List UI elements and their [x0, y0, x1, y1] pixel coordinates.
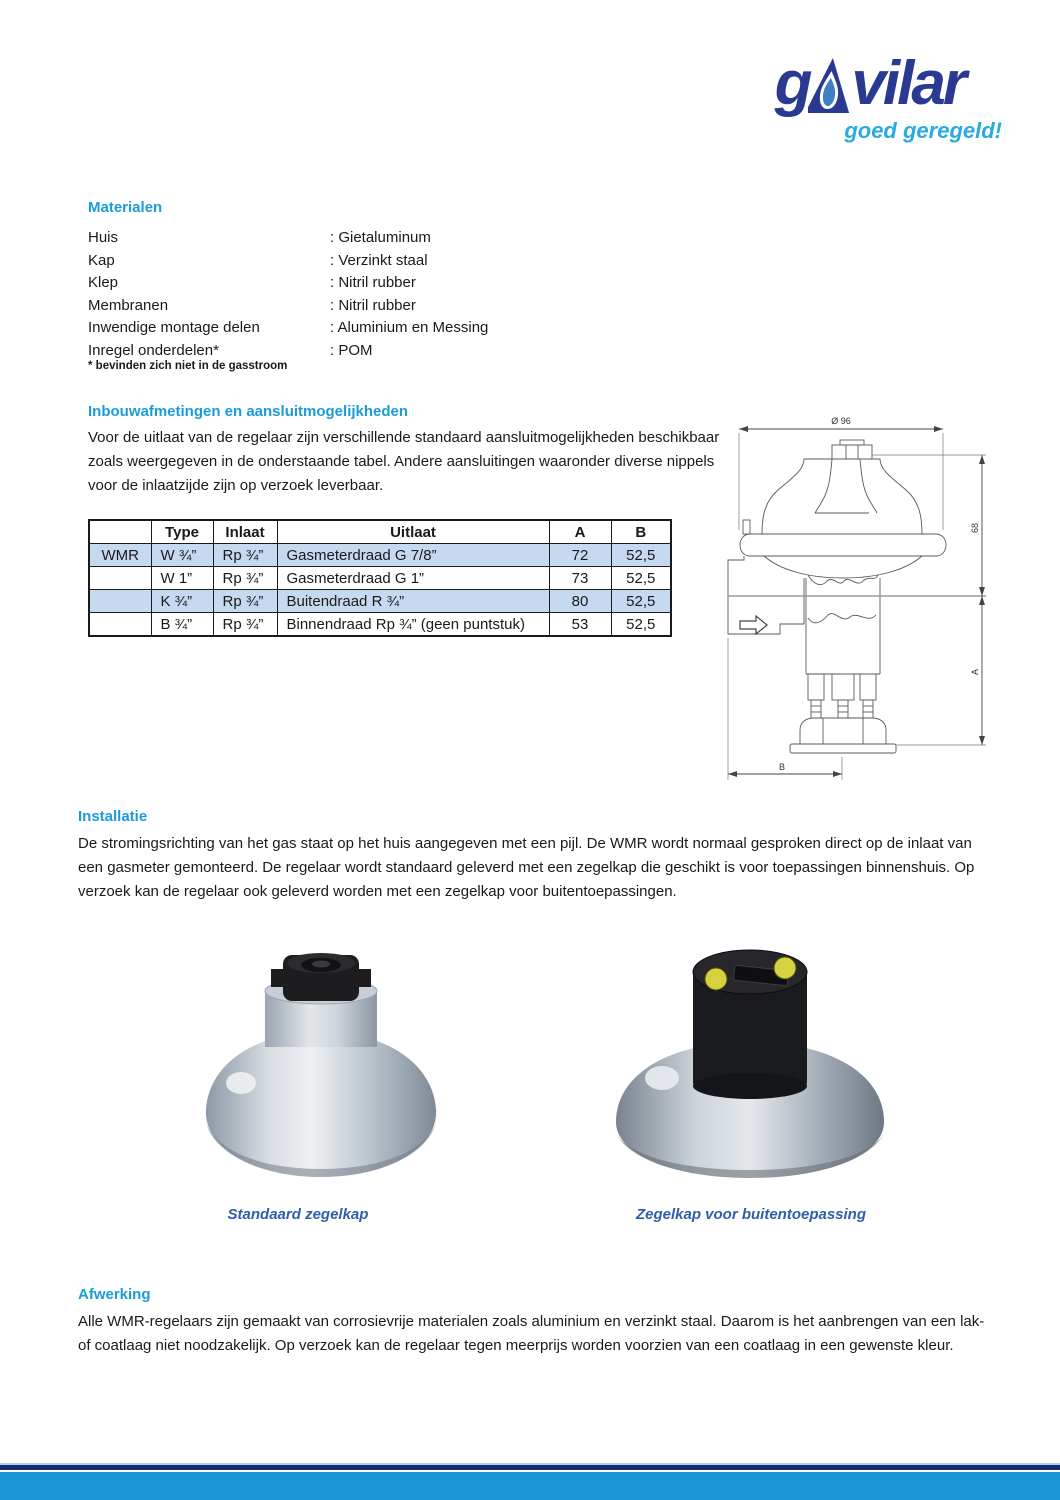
- table-cell: 72: [549, 544, 611, 567]
- materials-row: [88, 295, 488, 318]
- table-header-cell: Type: [151, 520, 213, 544]
- dim-diameter-label: Ø 96: [831, 416, 851, 426]
- dim-68-label: 68: [970, 522, 980, 534]
- table-cell: [89, 590, 151, 613]
- dimensions-heading: Inbouwafmetingen en aansluitmogelijkheden: [88, 403, 409, 420]
- table-header-cell: [89, 520, 151, 544]
- table-cell: W 1”: [151, 567, 213, 590]
- materials-row: [88, 317, 488, 340]
- table-cell: [89, 613, 151, 637]
- table-cell: K ¾”: [151, 590, 213, 613]
- table-header-row: [89, 520, 671, 544]
- material-label: Klep: [88, 274, 119, 292]
- materials-footnote: * bevinden zich niet in de gasstroom: [88, 360, 288, 372]
- table-cell: Rp ¾”: [213, 567, 277, 590]
- materials-row: [88, 250, 488, 273]
- product-photo-standard-zegelkap: [185, 933, 457, 1188]
- dimensions-paragraph: Voor de uitlaat van de regelaar zijn verschillende standaard aansluitmogelijkheden beschikbaar zoals weergegeven in de onderstaande tabel. Andere aansluitingen waaronder diverse nippels voor de inlaatzijde zijn op verzoek leverbaar.: [88, 429, 720, 494]
- figure-caption-standard: Standaard zegelkap: [227, 1206, 369, 1223]
- table-header-cell: A: [549, 520, 611, 544]
- material-value: : POM: [330, 341, 373, 359]
- table-cell: W ¾”: [151, 544, 213, 567]
- table-row: [89, 613, 671, 637]
- installation-paragraph: De stromingsrichting van het gas staat op het huis aangegeven met een pijl. De WMR wordt normaal gesproken direct op de inlaat van een gasmeter gemonteerd. De regelaar wordt standaard geleverd met een zegelkap die geschikt is voor toepassingen binnenshuis. Op verzoek kan de regelaar ook geleverd worden met een zegelkap voor buitentoepassingen.: [78, 835, 975, 900]
- footer-blue-bar: [0, 1472, 1060, 1500]
- table-cell: B ¾”: [151, 613, 213, 637]
- table-header-cell: Inlaat: [213, 520, 277, 544]
- connection-table: [88, 519, 672, 637]
- table-cell: Buitendraad R ¾”: [277, 590, 549, 613]
- material-label: Membranen: [88, 296, 169, 314]
- table-cell: 52,5: [611, 590, 671, 613]
- product-photo-buiten-zegelkap: [598, 926, 900, 1188]
- material-value: : Nitril rubber: [330, 296, 416, 314]
- material-label: Inwendige montage delen: [88, 319, 260, 337]
- material-label: Kap: [88, 251, 115, 269]
- table-cell: 52,5: [611, 567, 671, 590]
- table-cell: Gasmeterdraad G 7/8”: [277, 544, 549, 567]
- figure-caption-buiten: Zegelkap voor buitentoepassing: [635, 1206, 867, 1223]
- materials-heading: Materialen: [88, 199, 163, 216]
- logo-brand-suffix: vilar: [851, 49, 964, 118]
- materials-row: [88, 227, 488, 250]
- table-header-cell: Uitlaat: [277, 520, 549, 544]
- table-cell: Rp ¾”: [213, 590, 277, 613]
- table-cell: 53: [549, 613, 611, 637]
- material-value: : Aluminium en Messing: [330, 319, 489, 337]
- materials-list: [88, 227, 488, 363]
- table-cell: Rp ¾”: [213, 544, 277, 567]
- table-row: [89, 567, 671, 590]
- table-row: [89, 544, 671, 567]
- table-header-cell: B: [611, 520, 671, 544]
- dim-a-label: A: [970, 668, 980, 676]
- table-cell: Binnendraad Rp ¾” (geen puntstuk): [277, 613, 549, 637]
- table-cell: 52,5: [611, 613, 671, 637]
- flame-icon: [808, 57, 852, 113]
- logo-brand-prefix: g: [774, 49, 810, 118]
- material-label: Huis: [88, 229, 119, 246]
- gavilar-logo: [712, 49, 1002, 144]
- table-cell: [89, 567, 151, 590]
- flow-arrow-icon: [740, 616, 767, 634]
- table-cell: 73: [549, 567, 611, 590]
- table-cell: Rp ¾”: [213, 613, 277, 637]
- logo-brand: [712, 49, 1002, 118]
- material-value: : Nitril rubber: [330, 274, 416, 292]
- table-cell: 52,5: [611, 544, 671, 567]
- dim-b-label: B: [778, 762, 786, 772]
- finishing-paragraph: Alle WMR-regelaars zijn gemaakt van corrosievrije materialen zoals aluminium en verzinkt staal. Daarom is het aanbrengen van een lak- of coatlaag niet noodzakelijk. Op verzoek kan de regelaar tegen meerprijs worden voorzien van een coatlaag in een gewenste kleur.: [78, 1313, 985, 1354]
- installation-heading: Installatie: [78, 808, 148, 825]
- table-cell: WMR: [89, 544, 151, 567]
- table-cell: Gasmeterdraad G 1”: [277, 567, 549, 590]
- table-row: [89, 590, 671, 613]
- materials-row: [88, 272, 488, 295]
- material-value: : Verzinkt staal: [330, 251, 428, 269]
- finishing-heading: Afwerking: [78, 1286, 151, 1303]
- table-cell: 80: [549, 590, 611, 613]
- technical-drawing: [720, 412, 1007, 794]
- material-label: Inregel onderdelen*: [88, 341, 219, 359]
- logo-tagline: goed geregeld!: [844, 118, 1002, 143]
- material-value: : Gietaluminum: [330, 229, 431, 246]
